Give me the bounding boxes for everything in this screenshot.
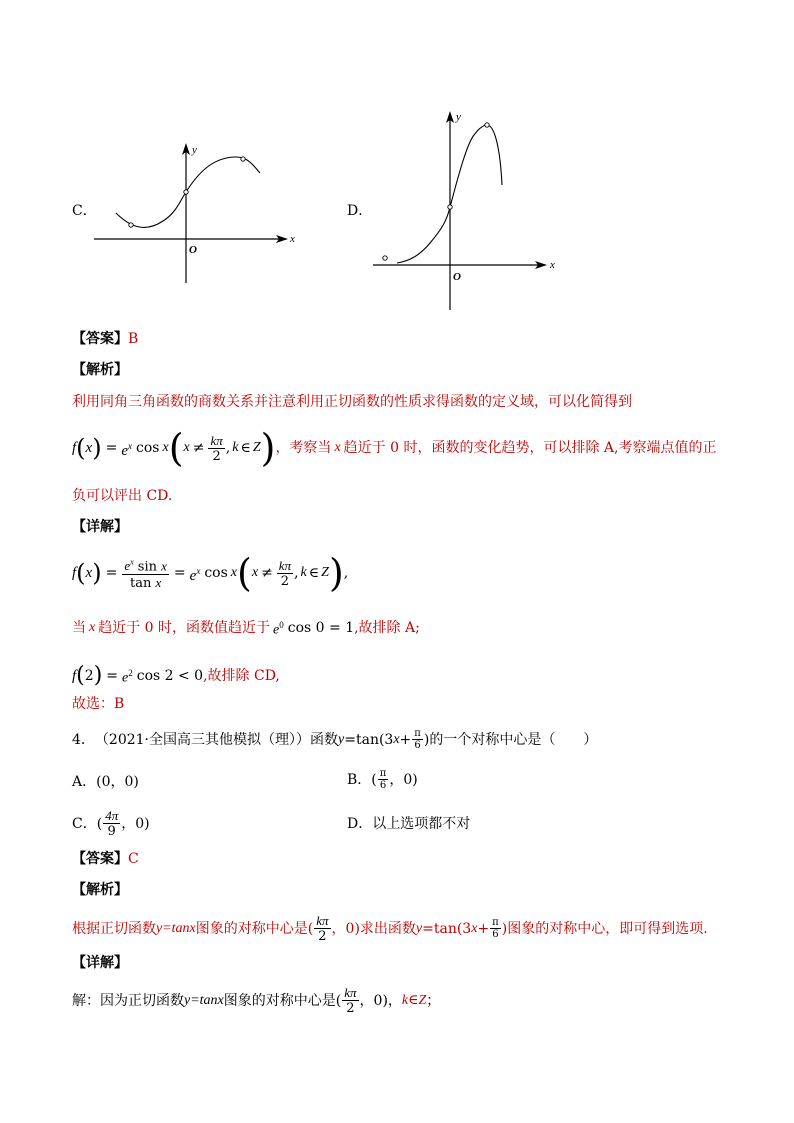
graph-c-origin: O <box>189 244 197 256</box>
formula-f-x: f <box>72 440 77 456</box>
q4-analysis-line: 根据正切函数 y=tanx 图象的对称中心是( $\frac{k\pi}{2}$ ，0)求出函数 y =tan(3 x + $\frac{\pi}{6}$ )图象的对称中心，即可得到选项. <box>72 913 708 944</box>
q3-detail-formula: f ( x ) = $\frac{e^x \sin x}{\text{tan x}}$ = $e^x$ cos x ( x ≠ $\frac{k\pi}{2}$ , k ∈ Z ) , <box>72 551 349 595</box>
answer-value: B <box>128 331 139 347</box>
graph-d <box>370 105 565 315</box>
q3-analysis-line1: 利用同角三角函数的商数关系并注意利用正切函数的性质求得函数的定义域，可以化简得到 <box>72 394 632 410</box>
option-a[interactable]: A．(0，0) <box>72 774 139 790</box>
q3-analysis-line2: f ( x ) = $e^x$ cos x ( x ≠ $\frac{k\pi}{2}$ , k ∈ Z ) ，考察当 x 趋近于 0 时，函数的变化趋势，可以排除 A,考察端点值的正 <box>72 426 717 470</box>
option-d[interactable]: D．以上选项都不对 <box>347 816 471 832</box>
q3-conclusion: 故选：B <box>72 696 125 712</box>
q4-analysis-tag: 【解析】 <box>72 882 128 898</box>
fraction-exsin-over-tan: $\frac{e^x \sin x}{\text{tan x}}$ <box>122 555 169 591</box>
q4-answer: 【答案】C <box>72 851 139 867</box>
option-d-label: D． <box>347 203 373 219</box>
option-b[interactable]: B．( $\frac{\pi}{6}$ ，0) <box>347 768 418 791</box>
q3-analysis-line3: 负可以评出 CD. <box>72 488 173 504</box>
option-c[interactable]: C．( $\frac{4\pi}{9}$ ，0) <box>72 808 150 839</box>
q4-stem: 4． （2021·全国高三其他模拟（理））函数 y =tan(3 x + $\frac{\pi}{6}$ )的一个对称中心是（ ） <box>72 728 598 751</box>
graph-d-y-label: y <box>456 111 461 123</box>
analysis-tag: 【解析】 <box>72 362 128 378</box>
graph-c-x-label: x <box>290 233 295 245</box>
graph-c <box>88 135 298 315</box>
fraction-kpi-over-2: $\frac{k\pi}{2}$ <box>210 432 223 464</box>
answer-tag: 【答案】 <box>72 331 128 347</box>
q4-detail-tag: 【详解】 <box>72 955 128 971</box>
q3-detail-line2: 当 x 趋近于 0 时，函数值趋近于 $e^0$ cos 0 = 1 ,故排除 A; <box>72 619 420 638</box>
graph-c-y-label: y <box>192 144 197 156</box>
option-c-label: C． <box>72 203 97 219</box>
detail-tag: 【详解】 <box>72 519 128 535</box>
q3-answer <box>72 329 138 349</box>
graph-d-origin: O <box>453 271 461 283</box>
q3-detail-line3: f ( 2 ) = $e^2$ cos 2 < 0 ,故排除 CD, <box>72 663 280 688</box>
q4-detail-line: 解：因为正切函数 y=tanx 图象的对称中心是( $\frac{k\pi}{2}$ ，0)， k∈Z ； <box>72 985 441 1016</box>
graph-d-x-label: x <box>550 259 555 271</box>
